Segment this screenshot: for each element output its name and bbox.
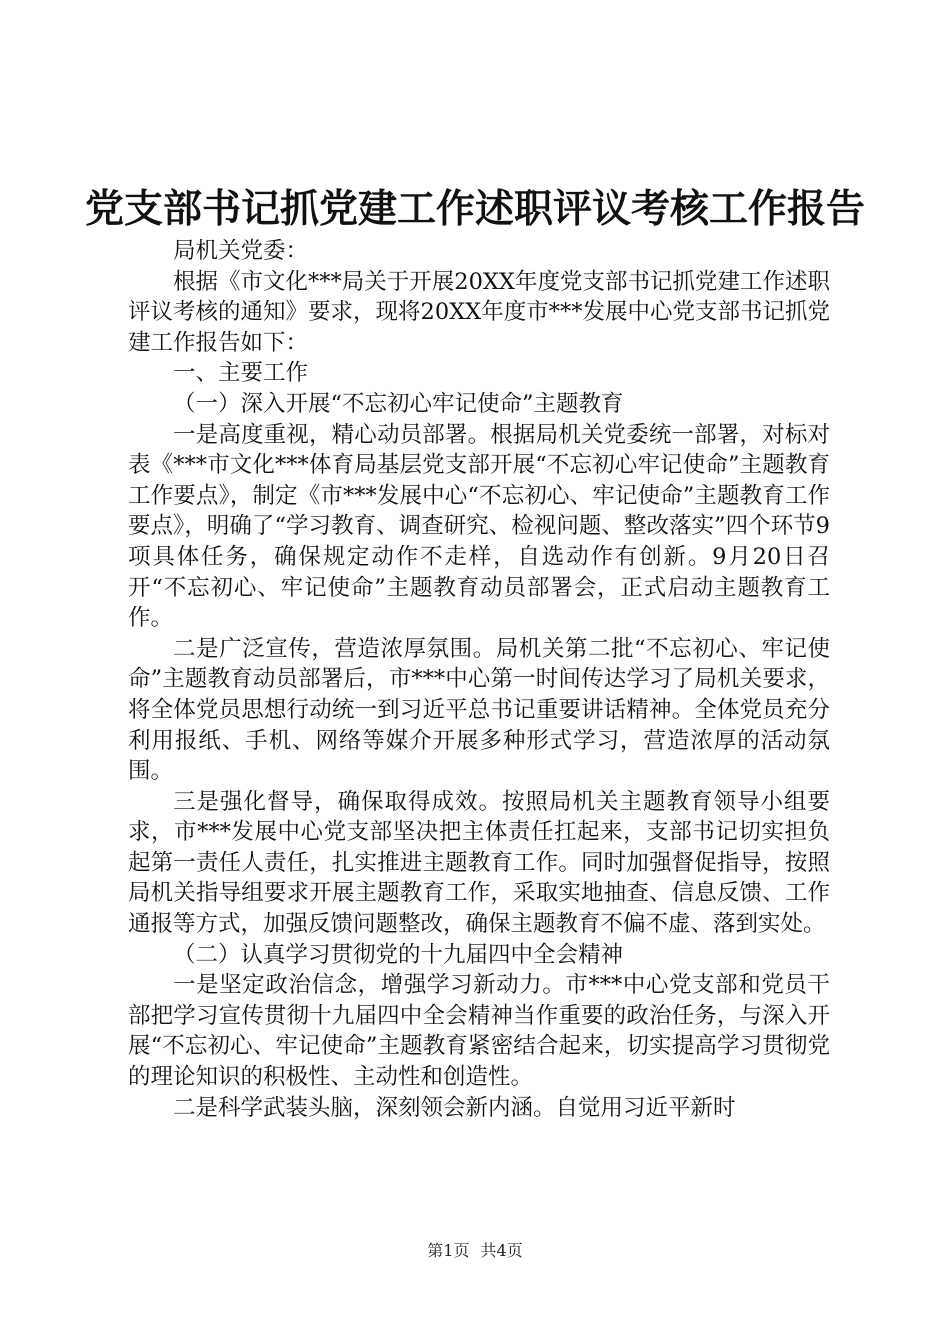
body-paragraph: 二是科学武装头脑，深刻领会新内涵。自觉用习近平新时	[173, 1094, 736, 1121]
document-title: 党支部书记抓党建工作述职评议考核工作报告	[84, 186, 865, 232]
intro-paragraph: 根据《市文化***局关于开展20XX年度党支部书记抓党建工作述职评议考核的通知》要求，现将20XX年度市***发展中心党支部书记抓党建工作报告如下：	[128, 268, 830, 356]
body-paragraph: 三是强化督导，确保取得成效。按照局机关主题教育领导小组要求，市***发展中心党支部坚决把主体责任扛起来，支部书记切实担负起第一责任人责任，扎实推进主题教育工作。同时加强督促指导，按照局机关指导组要求开展主题教育工作，采取实地抽查、信息反馈、工作通报等方式，加强反馈问题整改，确保主题教育不偏不虚、落到实处。	[128, 788, 830, 938]
subsection-heading-2: （二）认真学习贯彻党的十九届四中全会精神	[173, 941, 624, 968]
body-paragraph: 一是坚定政治信念，增强学习新动力。市***中心党支部和党员干部把学习宣传贯彻十九届四中全会精神当作重要的政治任务，与深入开展“不忘初心、牢记使命”主题教育紧密结合起来，切实提高学习贯彻党的理论知识的积极性、主动性和创造性。	[128, 972, 830, 1091]
body-paragraph: 二是广泛宣传，营造浓厚氛围。局机关第二批“不忘初心、牢记使命”主题教育动员部署后，市***中心第一时间传达学习了局机关要求，将全体党员思想行动统一到习近平总书记重要讲话精神。全体党员充分利用报纸、手机、网络等媒介开展多种形式学习，营造浓厚的活动氛围。	[128, 635, 830, 785]
page-number: 第1页	[427, 1241, 470, 1260]
page-total: 共4页	[480, 1241, 523, 1260]
body-paragraph: 一是高度重视，精心动员部署。根据局机关党委统一部署，对标对表《***市文化***体育局基层党支部开展“不忘初心牢记使命”主题教育工作要点》，制定《市***发展中心“不忘初心、牢记使命”主题教育工作要点》，明确了“学习教育、调查研究、检视问题、整改落实”四个环节9项具体任务，确保规定动作不走样，自选动作有创新。9月20日召开“不忘初心、牢记使命”主题教育动员部署会，正式启动主题教育工作。	[128, 421, 830, 632]
page-footer	[0, 1241, 950, 1261]
document-body	[128, 236, 830, 1123]
section-heading-main-work: 一、主要工作	[173, 360, 309, 387]
subsection-heading-1: （一）深入开展“不忘初心牢记使命”主题教育	[173, 390, 624, 417]
salutation: 局机关党委：	[173, 238, 309, 264]
